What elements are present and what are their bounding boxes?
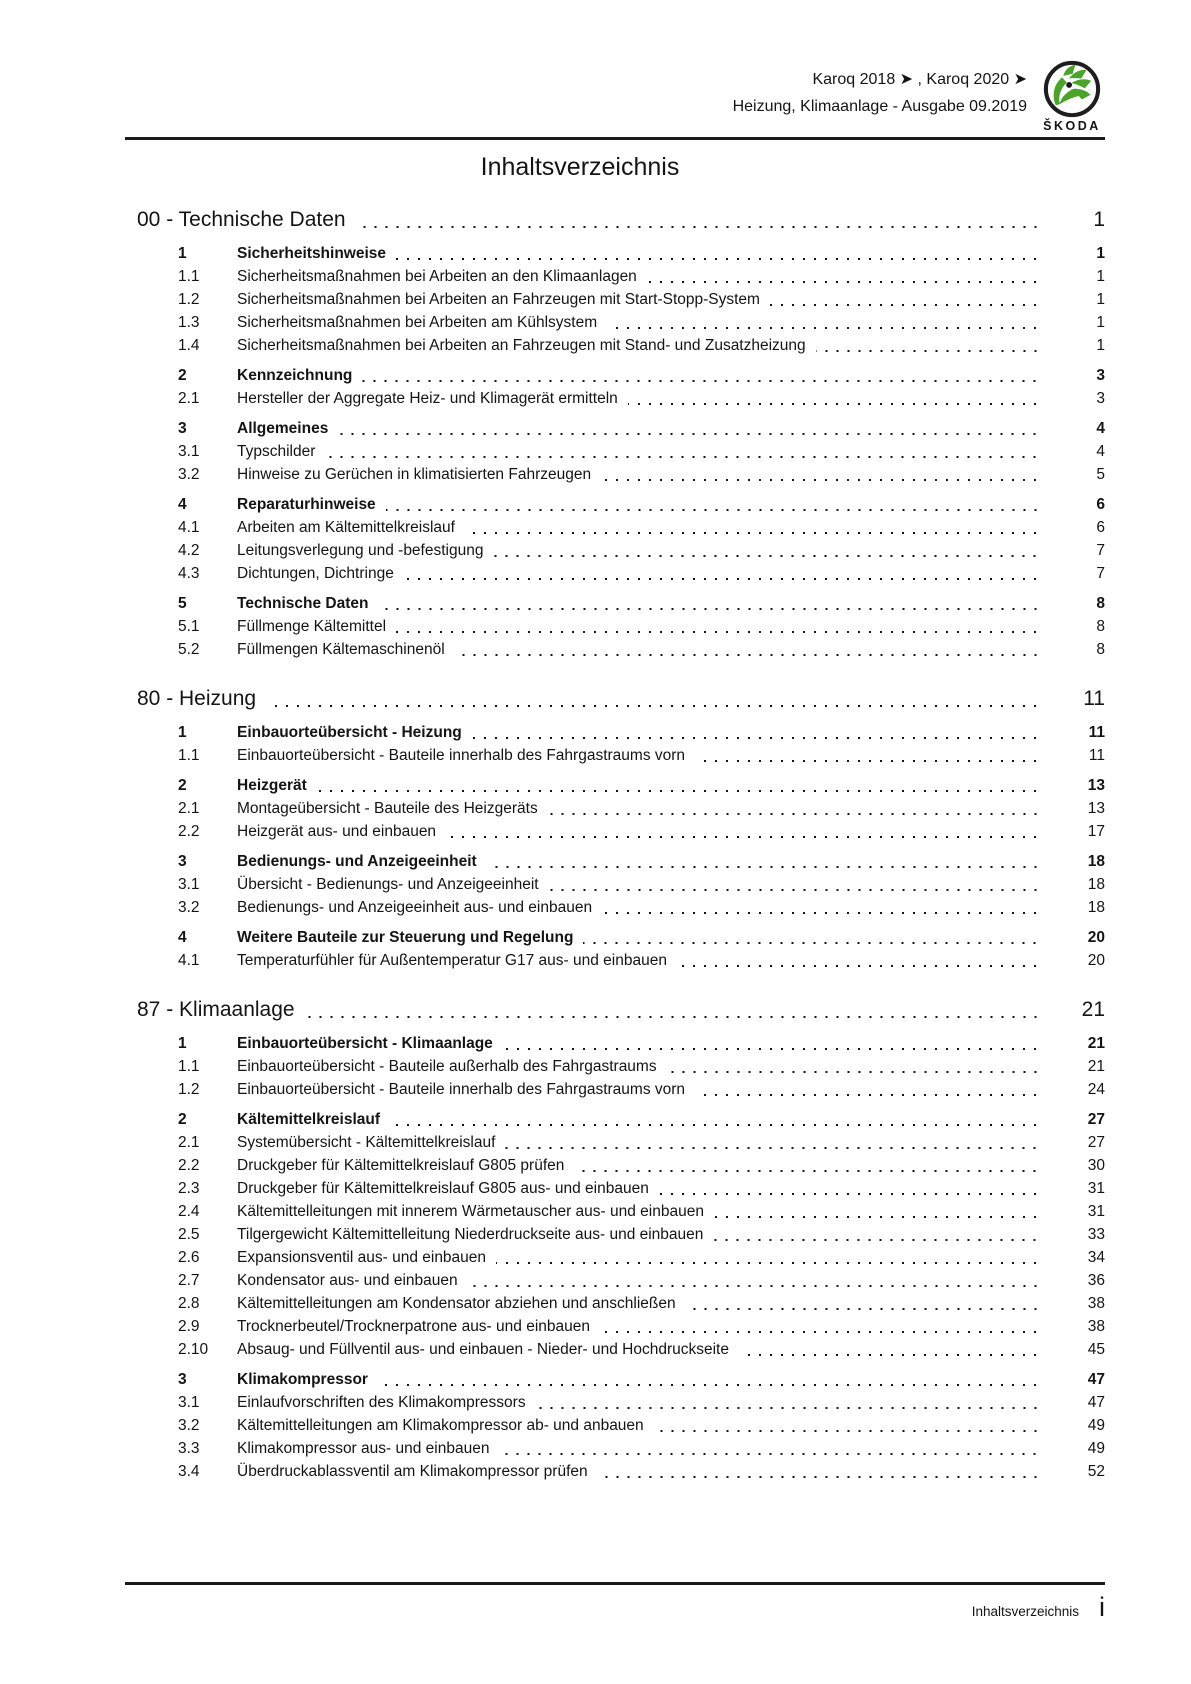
toc-entry-number: 1 xyxy=(178,245,187,262)
toc-entry-number: 4.1 xyxy=(178,519,200,536)
toc-entry xyxy=(125,387,1105,410)
dotted-leader xyxy=(602,912,1043,914)
toc-entry xyxy=(125,1055,1105,1078)
toc-entry-title: Absaug- und Füllventil aus- und einbauen - Nieder- und Hochdruckseite xyxy=(237,1341,729,1358)
dotted-leader xyxy=(305,1016,1043,1018)
toc-entry xyxy=(125,265,1105,288)
toc-entry xyxy=(125,1391,1105,1414)
toc-entry xyxy=(125,562,1105,585)
toc-entry-number: 2.8 xyxy=(178,1295,200,1312)
toc-entry-page: 1 xyxy=(1096,314,1105,331)
chapter-block xyxy=(125,684,1105,972)
toc-entry xyxy=(125,592,1105,615)
toc-entry xyxy=(125,1414,1105,1437)
toc-entry-number: 1 xyxy=(178,1035,187,1052)
dotted-leader xyxy=(266,705,1043,707)
chapter-page-number: 1 xyxy=(1093,208,1105,231)
toc-entry-title: Sicherheitshinweise xyxy=(237,245,387,262)
toc-entry-page: 11 xyxy=(1088,747,1105,764)
dotted-leader xyxy=(503,1048,1043,1050)
dotted-leader xyxy=(317,790,1043,792)
toc-entry-title: Bedienungs- und Anzeigeeinheit aus- und einbauen xyxy=(237,899,593,916)
chapter-label: 87 - Klimaanlage xyxy=(137,998,295,1021)
toc-entry-number: 2.1 xyxy=(178,1134,200,1151)
toc-entry-number: 2 xyxy=(178,367,187,384)
toc-entry-page: 34 xyxy=(1087,1249,1105,1266)
toc-entry-title: Arbeiten am Kältemittelkreislauf xyxy=(237,519,455,536)
toc-entry-title: Einbauorteübersicht - Heizung xyxy=(237,724,462,741)
toc-entry-title: Heizgerät aus- und einbauen xyxy=(237,823,437,840)
toc-entry-title: Einbauorteübersicht - Klimaanlage xyxy=(237,1035,493,1052)
toc-entry xyxy=(125,850,1105,873)
chapter-block xyxy=(125,995,1105,1483)
toc-entry-number: 1.4 xyxy=(178,337,200,354)
toc-entry xyxy=(125,516,1105,539)
toc-entry-number: 4.2 xyxy=(178,542,200,559)
toc-entry-title: Druckgeber für Kältemittelkreislauf G805 aus- und einbauen xyxy=(237,1180,649,1197)
toc-entry-page: 52 xyxy=(1087,1463,1105,1480)
page-title: Inhaltsverzeichnis xyxy=(480,153,680,181)
toc-entry-number: 2.10 xyxy=(178,1341,209,1358)
dotted-leader xyxy=(472,737,1043,739)
header-doc-line: Heizung, Klimaanlage - Ausgabe 09.2019 xyxy=(732,98,1027,115)
toc-entry-number: 3.2 xyxy=(178,466,200,483)
toc-entry-page: 4 xyxy=(1096,420,1105,437)
header-text-block xyxy=(733,66,1027,120)
toc-entry-page: 31 xyxy=(1087,1180,1105,1197)
toc-entry-page: 3 xyxy=(1096,390,1105,407)
toc-entry-title: Kältemittelkreislauf xyxy=(237,1111,380,1128)
toc-entry xyxy=(125,417,1105,440)
toc-entry-number: 5 xyxy=(178,595,187,612)
dotted-leader xyxy=(695,760,1043,762)
toc-entry-title: Füllmenge Kältemittel xyxy=(237,618,387,635)
dotted-leader xyxy=(598,1476,1043,1478)
dotted-leader xyxy=(600,1331,1043,1333)
toc-entry-title: Dichtungen, Dichtringe xyxy=(237,565,394,582)
toc-entry-number: 3.1 xyxy=(178,1394,200,1411)
toc-entry-number: 2.9 xyxy=(178,1318,200,1335)
dotted-leader xyxy=(465,532,1043,534)
footer-label: Inhaltsverzeichnis xyxy=(971,1604,1079,1619)
dotted-leader xyxy=(404,578,1043,580)
chapter-label: 00 - Technische Daten xyxy=(137,208,346,231)
toc-entry-number: 2.5 xyxy=(178,1226,200,1243)
chapter-heading-row xyxy=(125,205,1105,235)
toc-entry-page: 38 xyxy=(1087,1318,1105,1335)
toc-entry-page: 1 xyxy=(1096,337,1105,354)
dotted-leader xyxy=(496,1262,1043,1264)
toc-entry-page: 27 xyxy=(1087,1134,1105,1151)
toc-entry-number: 3.4 xyxy=(178,1463,200,1480)
toc-entry-number: 3 xyxy=(178,1371,187,1388)
toc-entry-number: 5.1 xyxy=(178,618,200,635)
dotted-leader xyxy=(601,479,1043,481)
skoda-brand-text: ŠKODA xyxy=(1043,119,1101,133)
toc-entry-page: 36 xyxy=(1087,1272,1105,1289)
toc-entry-title: Klimakompressor aus- und einbauen xyxy=(237,1440,490,1457)
toc-entry xyxy=(125,1108,1105,1131)
toc-entry-title: Montageübersicht - Bauteile des Heizgeräts xyxy=(237,800,538,817)
toc-entry-page: 47 xyxy=(1087,1371,1105,1388)
dotted-leader xyxy=(816,350,1043,352)
toc-entry xyxy=(125,1292,1105,1315)
toc-entry-title: Tilgergewicht Kältemittelleitung Niederdruckseite aus- und einbauen xyxy=(237,1226,704,1243)
dotted-leader xyxy=(386,509,1043,511)
toc-entry-page: 6 xyxy=(1096,496,1105,513)
toc-entry-page: 45 xyxy=(1087,1341,1105,1358)
toc-entry xyxy=(125,1315,1105,1338)
dotted-leader xyxy=(493,555,1043,557)
dotted-leader xyxy=(505,1147,1043,1149)
toc-entry-title: Technische Daten xyxy=(237,595,369,612)
toc-entry-number: 3 xyxy=(178,853,187,870)
toc-entry-title: Allgemeines xyxy=(237,420,329,437)
toc-entry xyxy=(125,1223,1105,1246)
toc-entry-title: Klimakompressor xyxy=(237,1371,368,1388)
toc-entry xyxy=(125,1131,1105,1154)
toc-entry-page: 1 xyxy=(1096,268,1105,285)
toc-entry-number: 4.1 xyxy=(178,952,200,969)
dotted-leader xyxy=(628,403,1043,405)
dotted-leader xyxy=(574,1170,1043,1172)
toc-entry-title: Bedienungs- und Anzeigeeinheit xyxy=(237,853,477,870)
chapter-page-number: 11 xyxy=(1083,687,1105,710)
dotted-leader xyxy=(686,1308,1043,1310)
toc-entry-page: 38 xyxy=(1087,1295,1105,1312)
dotted-leader xyxy=(647,281,1043,283)
toc-entry-number: 2 xyxy=(178,1111,187,1128)
toc-entry-number: 1.2 xyxy=(178,291,200,308)
dotted-leader xyxy=(487,866,1043,868)
toc-entry-title: Füllmengen Kältemaschinenöl xyxy=(237,641,445,658)
toc-entry xyxy=(125,463,1105,486)
dotted-leader xyxy=(548,813,1043,815)
toc-entry xyxy=(125,1460,1105,1483)
dotted-leader xyxy=(325,456,1043,458)
toc-entry-number: 1.2 xyxy=(178,1081,200,1098)
toc-entry-page: 18 xyxy=(1087,876,1105,893)
toc-entry xyxy=(125,493,1105,516)
page-footer xyxy=(125,1592,1109,1622)
toc-entry-title: Reparaturhinweise xyxy=(237,496,376,513)
toc-entry-title: Sicherheitsmaßnahmen bei Arbeiten an Fahrzeugen mit Start-Stopp-System xyxy=(237,291,760,308)
dotted-leader xyxy=(379,608,1043,610)
toc-entry-page: 20 xyxy=(1087,929,1105,946)
toc-entry xyxy=(125,1437,1105,1460)
toc-entry-number: 2.1 xyxy=(178,390,200,407)
toc-entry-page: 8 xyxy=(1096,618,1105,635)
chapter-page-number: 21 xyxy=(1081,998,1105,1021)
toc-entry-title: Sicherheitsmaßnahmen bei Arbeiten an den Klimaanlagen xyxy=(237,268,637,285)
toc-entry-page: 27 xyxy=(1087,1111,1105,1128)
toc-entry-title: Überdruckablassventil am Klimakompressor prüfen xyxy=(237,1463,588,1480)
toc-entry xyxy=(125,1368,1105,1391)
toc-entry-page: 31 xyxy=(1087,1203,1105,1220)
toc-entry-number: 3.1 xyxy=(178,876,200,893)
dotted-leader xyxy=(714,1216,1043,1218)
toc-entry-title: Kältemittelleitungen am Klimakompressor ab- und anbauen xyxy=(237,1417,644,1434)
toc-entry-page: 6 xyxy=(1096,519,1105,536)
toc-entry xyxy=(125,539,1105,562)
toc-entry xyxy=(125,615,1105,638)
toc-entry-number: 2.4 xyxy=(178,1203,200,1220)
toc-entry-title: Einbauorteübersicht - Bauteile außerhalb des Fahrgastraums xyxy=(237,1058,657,1075)
toc-entry-title: Heizgerät xyxy=(237,777,307,794)
toc-entry-number: 4 xyxy=(178,496,187,513)
dotted-leader xyxy=(396,631,1043,633)
toc-entry-title: Typschilder xyxy=(237,443,316,460)
toc-entry-title: Einlaufvorschriften des Klimakompressors xyxy=(237,1394,526,1411)
chapter-block xyxy=(125,205,1105,661)
dotted-leader xyxy=(583,942,1043,944)
toc-entry-page: 7 xyxy=(1096,542,1105,559)
toc-entry-number: 2.1 xyxy=(178,800,200,817)
toc-entry-number: 1.3 xyxy=(178,314,200,331)
chapter-heading-row xyxy=(125,995,1105,1025)
toc-entry xyxy=(125,896,1105,919)
toc-entry-page: 8 xyxy=(1096,595,1105,612)
toc-entry-title: Kältemittelleitungen mit innerem Wärmetauscher aus- und einbauen xyxy=(237,1203,704,1220)
toc-entry xyxy=(125,288,1105,311)
dotted-leader xyxy=(713,1239,1043,1241)
toc-entry-title: Druckgeber für Kältemittelkreislauf G805 prüfen xyxy=(237,1157,565,1174)
toc-entry xyxy=(125,311,1105,334)
toc-entry xyxy=(125,1078,1105,1101)
dotted-leader xyxy=(468,1285,1043,1287)
dotted-leader xyxy=(390,1124,1043,1126)
toc-entry xyxy=(125,1032,1105,1055)
toc-entry-page: 33 xyxy=(1087,1226,1105,1243)
page-header xyxy=(125,0,1105,133)
toc-entry-page: 17 xyxy=(1087,823,1105,840)
toc-entry-number: 5.2 xyxy=(178,641,200,658)
toc-entry xyxy=(125,1177,1105,1200)
toc-entry-title: Einbauorteübersicht - Bauteile innerhalb des Fahrgastraums vorn xyxy=(237,1081,686,1098)
toc-entry-number: 4.3 xyxy=(178,565,200,582)
toc-entry-title: Systemübersicht - Kältemittelkreislauf xyxy=(237,1134,496,1151)
toc-entry-number: 2.2 xyxy=(178,823,200,840)
toc-entry-title: Expansionsventil aus- und einbauen xyxy=(237,1249,487,1266)
dotted-leader xyxy=(549,889,1043,891)
toc-entry-title: Sicherheitsmaßnahmen bei Arbeiten an Fahrzeugen mit Stand- und Zusatzheizung xyxy=(237,337,806,354)
toc-entry xyxy=(125,774,1105,797)
dotted-leader xyxy=(659,1193,1043,1195)
dotted-leader xyxy=(677,965,1043,967)
toc-entry-page: 4 xyxy=(1096,443,1105,460)
dotted-leader xyxy=(356,226,1043,228)
chapter-heading-row xyxy=(125,684,1105,714)
toc-entry-page: 30 xyxy=(1087,1157,1105,1174)
toc-entry-number: 1 xyxy=(178,724,187,741)
page-content xyxy=(125,0,1105,1483)
skoda-logo xyxy=(1039,60,1105,133)
dotted-leader xyxy=(536,1407,1043,1409)
toc-entry-number: 1.1 xyxy=(178,747,200,764)
toc-entry xyxy=(125,1200,1105,1223)
toc-entry-title: Übersicht - Bedienungs- und Anzeigeeinheit xyxy=(237,876,539,893)
toc-entry-page: 1 xyxy=(1096,245,1105,262)
dotted-leader xyxy=(607,327,1043,329)
dotted-leader xyxy=(695,1094,1043,1096)
dotted-leader xyxy=(667,1071,1043,1073)
toc-entry-number: 1.1 xyxy=(178,268,200,285)
toc-entry-title: Kondensator aus- und einbauen xyxy=(237,1272,458,1289)
header-model-line: Karoq 2018 ➤ , Karoq 2020 ➤ xyxy=(812,71,1027,88)
toc-entry xyxy=(125,1338,1105,1361)
toc-entry-number: 2.2 xyxy=(178,1157,200,1174)
toc-entry xyxy=(125,820,1105,843)
toc-entry xyxy=(125,1269,1105,1292)
dotted-leader xyxy=(499,1453,1043,1455)
toc-entry-title: Weitere Bauteile zur Steuerung und Regelung xyxy=(237,929,574,946)
dotted-leader xyxy=(455,654,1043,656)
toc-entry-page: 7 xyxy=(1096,565,1105,582)
toc-entry-page: 11 xyxy=(1088,724,1105,741)
toc-entry-title: Hersteller der Aggregate Heiz- und Klimagerät ermitteln xyxy=(237,390,618,407)
toc-entry-number: 4 xyxy=(178,929,187,946)
toc-entry xyxy=(125,334,1105,357)
toc-entry-number: 1.1 xyxy=(178,1058,200,1075)
toc-entry xyxy=(125,242,1105,265)
header-rule xyxy=(125,137,1105,140)
toc-entry xyxy=(125,797,1105,820)
toc-entry xyxy=(125,1154,1105,1177)
dotted-leader xyxy=(396,258,1043,260)
dotted-leader xyxy=(362,380,1043,382)
toc-entry xyxy=(125,721,1105,744)
toc-entry-number: 3.3 xyxy=(178,1440,200,1457)
skoda-winged-arrow-icon xyxy=(1043,60,1101,118)
toc-entry-title: Leitungsverlegung und -befestigung xyxy=(237,542,484,559)
toc-entry-page: 21 xyxy=(1087,1035,1105,1052)
toc-entry-page: 49 xyxy=(1087,1440,1105,1457)
toc-entry-title: Kennzeichnung xyxy=(237,367,353,384)
toc-entry xyxy=(125,873,1105,896)
toc-entry-page: 24 xyxy=(1087,1081,1105,1098)
toc-entry-title: Trocknerbeutel/Trocknerpatrone aus- und einbauen xyxy=(237,1318,590,1335)
toc-entry-page: 20 xyxy=(1087,952,1105,969)
toc-entry-page: 3 xyxy=(1096,367,1105,384)
dotted-leader xyxy=(739,1354,1043,1356)
toc-entry-number: 3.1 xyxy=(178,443,200,460)
toc xyxy=(125,205,1105,1483)
toc-entry-number: 2.6 xyxy=(178,1249,200,1266)
toc-entry-page: 8 xyxy=(1096,641,1105,658)
toc-entry xyxy=(125,926,1105,949)
toc-entry-page: 18 xyxy=(1087,853,1105,870)
toc-entry-page: 5 xyxy=(1096,466,1105,483)
toc-entry-page: 13 xyxy=(1087,777,1105,794)
toc-entry-title: Hinweise zu Gerüchen in klimatisierten Fahrzeugen xyxy=(237,466,592,483)
footer-rule xyxy=(125,1582,1105,1585)
toc-entry-page: 21 xyxy=(1087,1058,1105,1075)
toc-entry-page: 49 xyxy=(1087,1417,1105,1434)
toc-entry-page: 13 xyxy=(1087,800,1105,817)
toc-entry-number: 2 xyxy=(178,777,187,794)
toc-entry-page: 18 xyxy=(1087,899,1105,916)
toc-entry xyxy=(125,949,1105,972)
toc-entry xyxy=(125,440,1105,463)
dotted-leader xyxy=(446,836,1043,838)
toc-entry-page: 47 xyxy=(1087,1394,1105,1411)
footer-page-number: i xyxy=(1099,1592,1105,1622)
toc-entry-number: 3 xyxy=(178,420,187,437)
toc-entry-title: Kältemittelleitungen am Kondensator abziehen und anschließen xyxy=(237,1295,676,1312)
toc-entry xyxy=(125,1246,1105,1269)
toc-entry xyxy=(125,364,1105,387)
dotted-leader xyxy=(338,433,1043,435)
chapter-label: 80 - Heizung xyxy=(137,687,257,710)
toc-entry-page: 1 xyxy=(1096,291,1105,308)
toc-entry-number: 2.3 xyxy=(178,1180,200,1197)
toc-entry-number: 3.2 xyxy=(178,899,200,916)
toc-entry-title: Sicherheitsmaßnahmen bei Arbeiten am Kühlsystem xyxy=(237,314,598,331)
dotted-leader xyxy=(654,1430,1043,1432)
dotted-leader xyxy=(378,1384,1043,1386)
toc-entry-title: Einbauorteübersicht - Bauteile innerhalb des Fahrgastraums vorn xyxy=(237,747,686,764)
toc-entry xyxy=(125,638,1105,661)
toc-entry-number: 3.2 xyxy=(178,1417,200,1434)
toc-entry xyxy=(125,744,1105,767)
dotted-leader xyxy=(770,304,1043,306)
toc-entry-title: Temperaturfühler für Außentemperatur G17 aus- und einbauen xyxy=(237,952,667,969)
toc-entry-number: 2.7 xyxy=(178,1272,200,1289)
